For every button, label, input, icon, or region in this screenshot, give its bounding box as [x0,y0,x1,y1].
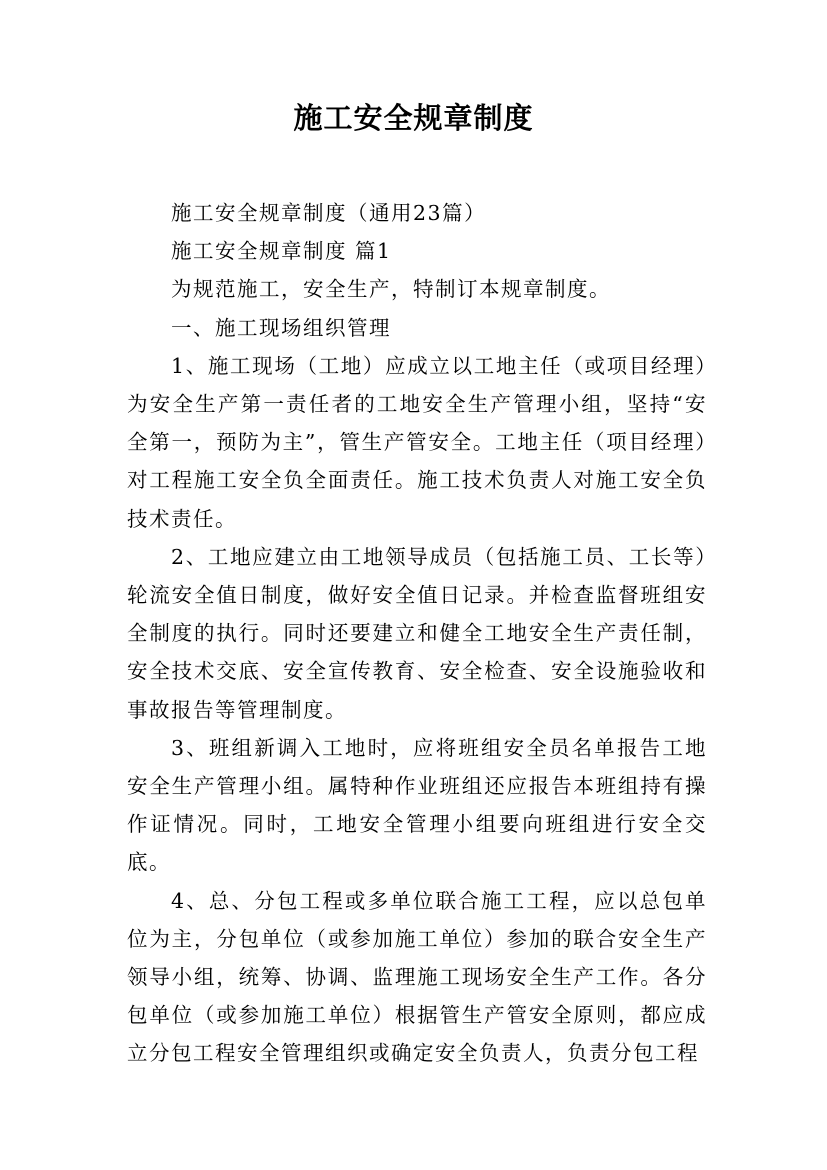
paragraph-section-heading: 一、施工现场组织管理 [171,315,391,340]
document-title: 施工安全规章制度 [293,101,534,135]
paragraph-purpose: 为规范施工，安全生产，特制订本规章制度。 [171,277,611,302]
document-body [127,194,707,1073]
paragraph-clause-4: 4、总、分包工程或多单位联合施工工程，应以总包单位为主，分包单位（或参加施工单位）参加的联合安全生产领导小组，统筹、协调、监理施工现场安全生产工作。各分包单位（或参加施工单位）根据管生产管安全原则，都应成立分包工程安全管理组织或确定安全负责人，负责分包工程 [127,888,707,1066]
paragraph-clause-3: 3、班组新调入工地时，应将班组安全员名单报告工地安全生产管理小组。属特种作业班组还应报告本班组持有操作证情况。同时，工地安全管理小组要向班组进行安全交底。 [127,735,707,875]
paragraph-clause-2: 2、工地应建立由工地领导成员（包括施工员、工长等）轮流安全值日制度，做好安全值日记录。并检查监督班组安全制度的执行。同时还要建立和健全工地安全生产责任制，安全技术交底、安全宣传教育、安全检查、安全设施验收和事故报告等管理制度。 [127,544,707,722]
paragraph-collection-title: 施工安全规章制度（通用23篇） [171,201,487,225]
paragraph-clause-1: 1、施工现场（工地）应成立以工地主任（或项目经理）为安全生产第一责任者的工地安全生产管理小组，坚持“安全第一，预防为主”，管生产管安全。工地主任（项目经理）对工程施工安全负全面责任。施工技术负责人对施工安全负技术责任。 [127,353,707,531]
paragraph-chapter-heading: 施工安全规章制度 篇1 [171,239,392,264]
